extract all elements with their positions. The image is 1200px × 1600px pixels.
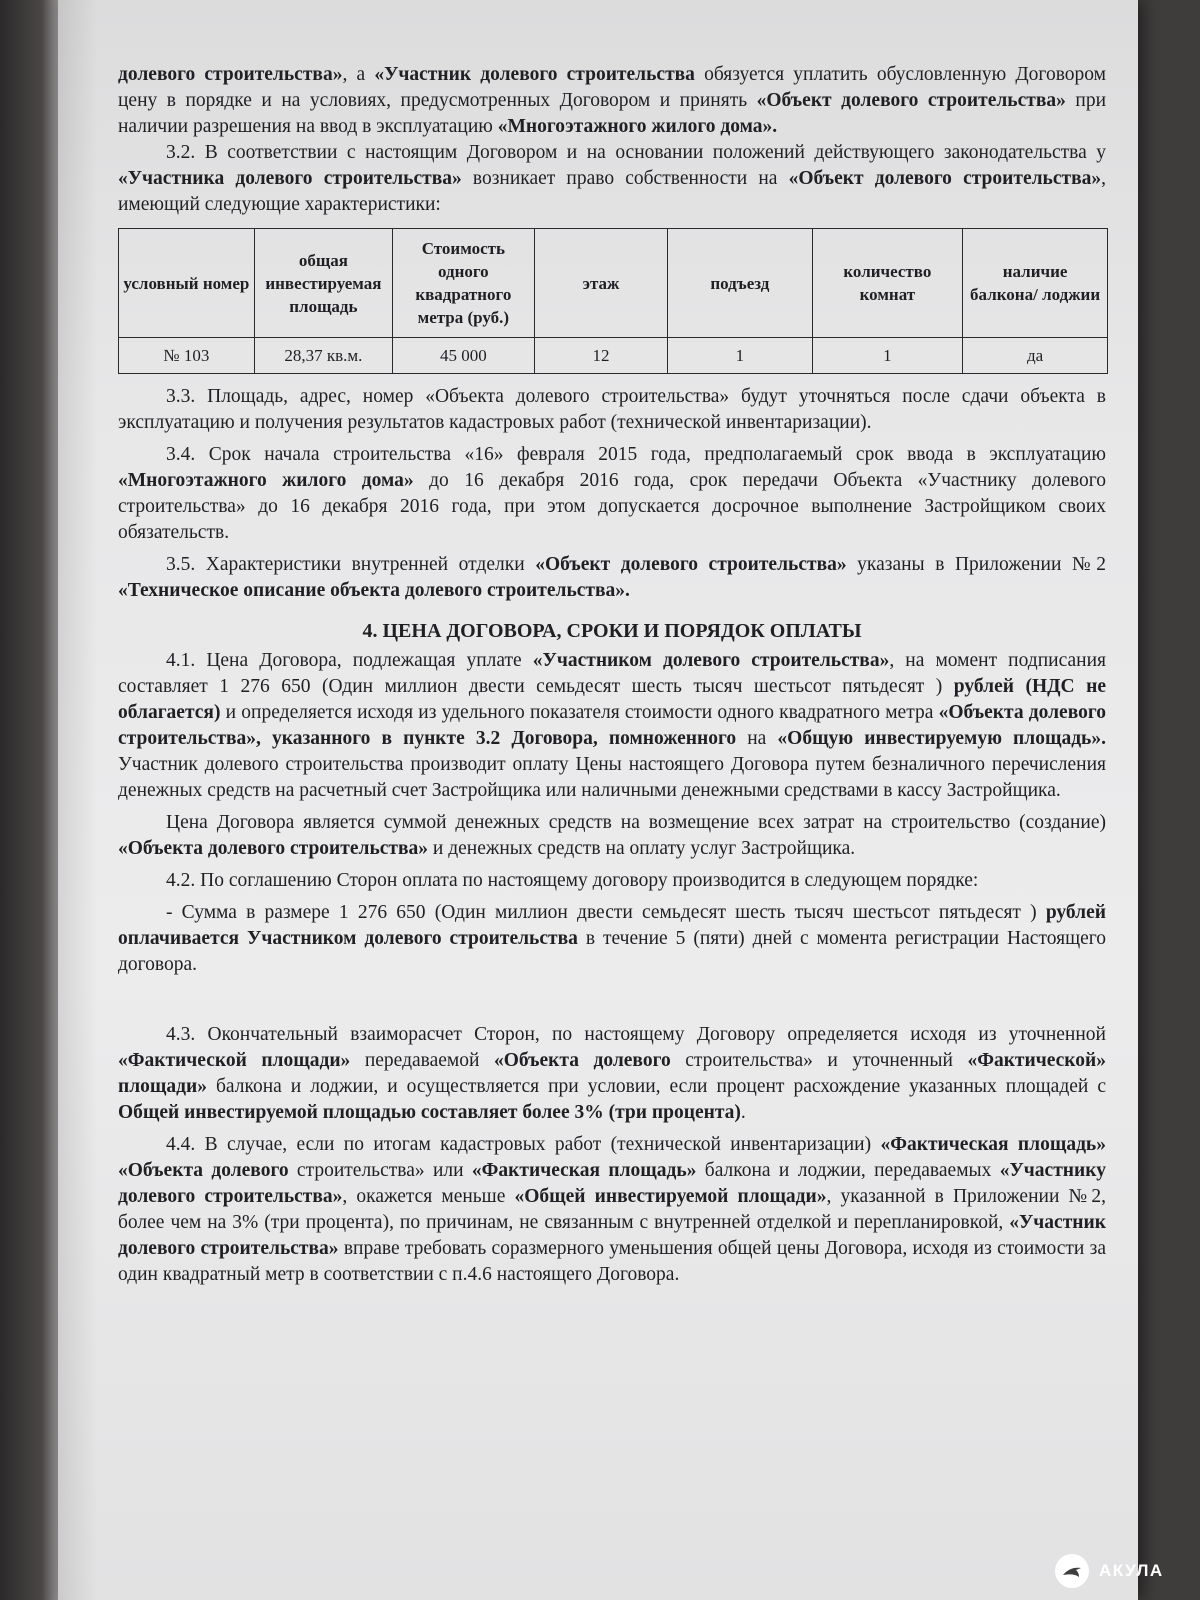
bold-text: «Объект долевого строительства»: [535, 554, 847, 575]
bold-text: «Фактической площади»: [118, 1050, 351, 1071]
text-run: .: [740, 1102, 746, 1123]
text-run: 4.4. В случае, если по итогам кадастровых работ (технической инвентаризации): [166, 1134, 881, 1155]
bold-text: Общей инвестируемой площадью составляет более 3% (три процента): [118, 1102, 741, 1123]
text-run: , указанной в Приложении №2, более чем на 3% (три процента), по причинам, не связанным с внутренней отделкой и перепланировкой,: [118, 1186, 1106, 1233]
text-run: на: [736, 728, 778, 749]
table-header-cell: условный номер: [119, 229, 255, 338]
bold-text: «Объект долевого строительства»: [756, 90, 1066, 111]
bold-text: «Объект долевого строительства»: [788, 168, 1102, 189]
text-run: , имеющий следующие характеристики:: [118, 168, 1106, 215]
bold-text: «Участник долевого строительства»: [118, 1212, 1106, 1259]
paragraph-4-1-b: [118, 810, 1106, 862]
paragraph-4-4: [118, 1132, 1106, 1288]
table-header-cell: количество комнат: [812, 229, 963, 338]
bold-text: «Участник долевого строительства: [374, 64, 695, 85]
text-run: 4.3. Окончательный взаиморасчет Сторон, по настоящему Договору определяется исходя из уточненной: [166, 1024, 1106, 1045]
table-header-row: [119, 229, 1108, 338]
table-cell: 28,37 кв.м.: [254, 338, 392, 374]
paragraph-4-2-b: [118, 900, 1106, 978]
bold-text: «Многоэтажного жилого дома».: [497, 116, 778, 137]
text-run: передаваемой: [350, 1050, 494, 1071]
bold-text: «Участником долевого строительства»: [532, 650, 890, 671]
paragraph-3-5: [118, 552, 1106, 604]
section-4-title: 4. ЦЕНА ДОГОВОРА, СРОКИ И ПОРЯДОК ОПЛАТЫ: [362, 620, 862, 642]
bold-text: «Объекта долевого строительства»: [118, 838, 429, 859]
table-cell: да: [963, 338, 1108, 374]
text-run: 3.5. Характеристики внутренней отделки: [166, 554, 536, 575]
bold-text: «Участника долевого строительства»: [118, 168, 462, 189]
paragraph-3-4: [118, 442, 1106, 546]
table-header-cell: Стоимость одного квадратного метра (руб.): [392, 229, 534, 338]
bold-text: «Фактической» площади»: [118, 1050, 1107, 1097]
text-run: обязуется уплатить обусловленную Договором цену в порядке и на условиях, предусмотренных Договором и принять: [118, 64, 1106, 111]
bold-text: долевого строительства»: [118, 64, 343, 85]
page-fold-shadow: [58, 0, 98, 1600]
bold-text: рублей (НДС не облагается): [118, 676, 1106, 723]
text-run: 3.4. Срок начала строительства «16» февраля 2015 года, предполагаемый срок ввода в эксплуатацию: [166, 444, 1106, 465]
text-run: , на момент подписания составляет 1 276 650 (Один миллион двести семьдесят шесть тысяч шестьсот пятьдесят ): [118, 650, 1106, 697]
text-run: и определяется исходя из удельного показателя стоимости одного квадратного метра: [220, 702, 939, 723]
table-header-cell: наличие балкона/ лоджии: [963, 229, 1108, 338]
table-cell: 1: [668, 338, 812, 374]
bold-text: «Объекта долевого строительства», указанного в пункте 3.2 Договора, помноженного: [118, 702, 1106, 749]
text-run: указаны в Приложении №2: [846, 554, 1106, 575]
paragraph-3-3: [118, 384, 1106, 436]
watermark-text: АКУЛА: [1099, 1561, 1164, 1580]
text-run: при наличии разрешения на ввод в эксплуатацию: [118, 90, 1107, 137]
text-run: 3.2. В соответствии с настоящим Договором и на основании положений действующего законодательства у: [166, 142, 1106, 163]
shark-icon: [1055, 1554, 1089, 1588]
table-cell: 1: [812, 338, 963, 374]
bold-text: «Фактическая площадь» «Объекта долевого: [118, 1134, 1106, 1181]
bold-text: «Техническое описание объекта долевого строительства».: [118, 580, 630, 601]
bold-text: «Многоэтажного жилого дома»: [118, 470, 414, 491]
text-run: балкона и лоджии, передаваемых: [696, 1160, 1000, 1181]
text-run: 4.1. Цена Договора, подлежащая уплате: [166, 650, 533, 671]
bold-text: «Фактическая площадь»: [471, 1160, 697, 1181]
bold-text: «Участнику долевого строительства»: [118, 1160, 1106, 1207]
text-run: , окажется меньше: [342, 1186, 515, 1207]
text-run: вправе требовать соразмерного уменьшения общей цены Договора, исходя из стоимости за один квадратный метр в соответствии с п.4.6 настоящего Договора.: [118, 1238, 1106, 1285]
table-cell: № 103: [119, 338, 255, 374]
text-run: и денежных средств на оплату услуг Застройщика.: [428, 838, 856, 859]
paragraph-3-1-end: [118, 62, 1106, 140]
table-cell: 45 000: [392, 338, 534, 374]
bold-text: «Общую инвестируемую площадь».: [777, 728, 1106, 749]
text-run: - Сумма в размере 1 276 650 (Один миллион двести семьдесят шесть тысяч шестьсот пятьдесят ): [166, 902, 1046, 923]
table-header-cell: общая инвестируемая площадь: [254, 229, 392, 338]
paragraph-4-2: [118, 868, 1106, 894]
text-run: 4.2. По соглашению Сторон оплата по настоящему договору производится в следующем порядке:: [166, 870, 979, 891]
text-run: строительства» или: [288, 1160, 472, 1181]
table-row: [119, 338, 1108, 374]
text-run: строительства» и уточненный: [670, 1050, 968, 1071]
text-run: балкона и лоджии, и осуществляется при условии, если процент расхождение указанных площадей с: [207, 1076, 1106, 1097]
paragraph-4-3: [118, 1022, 1106, 1126]
text-run: Участник долевого строительства производит оплату Цены настоящего Договора путем безналичного перечисления денежных средств на расчетный счет Застройщика или наличными денежными средствами в кассу Застройщика.: [118, 754, 1106, 801]
table-header-cell: подъезд: [668, 229, 812, 338]
text-run: 3.3. Площадь, адрес, номер «Объекта долевого строительства» будут уточняться после сдачи объекта в эксплуатацию и получения результатов кадастровых работ (технической инвентаризации).: [118, 386, 1106, 433]
apartment-characteristics-table: [118, 228, 1108, 374]
table-header-cell: этаж: [534, 229, 668, 338]
bold-text: «Объекта долевого: [493, 1050, 671, 1071]
document-content: [118, 62, 1106, 1288]
document-page: [58, 0, 1138, 1600]
paragraph-4-1: [118, 648, 1106, 804]
bold-text: «Общей инвестируемой площади»: [514, 1186, 827, 1207]
paragraph-3-2: [118, 140, 1106, 218]
text-run: до 16 декабря 2016 года, срок передачи Объекта «Участнику долевого строительства» до 16 декабря 2016 года, при этом допускается досрочное выполнение Застройщиком своих обязательств.: [118, 470, 1106, 543]
text-run: Цена Договора является суммой денежных средств на возмещение всех затрат на строительство (создание): [166, 812, 1106, 833]
text-run: в течение 5 (пяти) дней с момента регистрации Настоящего договора.: [118, 928, 1106, 975]
watermark-logo: [1055, 1553, 1164, 1589]
text-run: возникает право собственности на: [461, 168, 789, 189]
table-cell: 12: [534, 338, 668, 374]
bold-text: рублей оплачивается Участником долевого строительства: [118, 902, 1106, 949]
text-run: , а: [342, 64, 375, 85]
